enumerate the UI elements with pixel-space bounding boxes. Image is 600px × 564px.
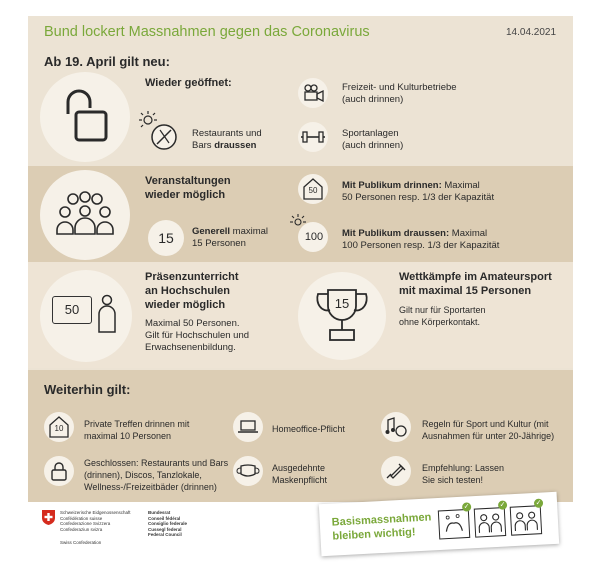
basic-measures-card [319,492,559,556]
general-label: Generell maximal 15 Personen [192,226,269,249]
private-meetings-label: Private Treffen drinnen mit maximal 10 Personen [84,419,190,441]
basic-measures-text: Basismassnahmen bleiben wichtig! [331,511,432,543]
dumbbell-circle [298,122,328,152]
test-swab-icon [385,462,407,480]
private-number: 10 [54,424,64,433]
music-ball-icon [385,417,407,437]
mask-label: Ausgedehnte Maskenpflicht [272,463,328,485]
unlock-circle [40,72,130,162]
closed-circle [44,456,74,486]
restaurants-label: Restaurants und Bars draussen [192,128,262,151]
trophy-circle [298,272,386,360]
new-rules-heading: Ab 19. April gilt neu: [44,54,170,69]
sport-culture-label: Regeln für Sport und Kultur (mit Ausnahmen für unter 20-Jährige) [422,419,555,441]
check-icon: ✓ [499,501,506,509]
university-heading: Präsenzunterricht an Hochschulen wieder möglich [145,271,239,311]
outdoor-number: 100 [304,231,324,243]
mask-icon [236,464,260,478]
crowd-icon [55,190,115,240]
swiss-coat-of-arms-icon [42,510,55,525]
laptop-icon [238,420,258,434]
amateur-sport-text: Gilt nur für Sportarten ohne Körperkontakt. [399,305,486,327]
movie-camera-icon [303,84,325,102]
sport-culture-circle [381,412,411,442]
lecture-circle [40,270,132,362]
closed-label: Geschlossen: Restaurants und Bars (drinnen), Discos, Tanzlokale, Wellness-/Freizeitbäder (drinnen) [84,458,229,492]
camera-circle [298,78,328,108]
check-icon: ✓ [463,503,470,511]
check-icon: ✓ [535,499,542,507]
federal-council-names: Bundesrat Conseil fédéral Consiglio federale Cussegl federal Federal Council [148,510,188,537]
university-text: Maximal 50 Personen. Gilt für Hochschulen und Erwachsenenbildung. [145,318,250,353]
general-circle [148,220,184,256]
general-number: 15 [158,230,174,246]
homeoffice-circle [233,412,263,442]
unlock-icon [62,86,110,146]
page-title: Bund lockert Massnahmen gegen das Coronavirus [44,24,370,40]
lock-icon [51,461,67,481]
test-label: Empfehlung: Lassen Sie sich testen! [422,463,505,485]
swiss-confederation-label: Swiss Confederation [60,540,102,545]
sun-icon [290,214,306,230]
dumbbell-icon [301,130,325,144]
lecture-board-number: 50 [52,296,92,324]
indoor-number: 50 [308,186,318,195]
lecturer-icon [96,294,118,334]
events-heading: Veranstaltungen wieder möglich [145,175,231,201]
date-label: 14.04.2021 [506,27,557,38]
masks-icon [509,505,543,537]
hand-washing-icon [437,508,471,540]
test-circle [381,456,411,486]
trophy-icon [314,286,370,346]
distance-icon [473,507,507,539]
freizeit-label: Freizeit- und Kulturbetriebe (auch drinnen) [342,82,457,105]
mask-circle [233,456,263,486]
sportanlagen-label: Sportanlagen (auch drinnen) [342,128,404,151]
outdoor-label: Mit Publikum draussen: Maximal 100 Personen resp. 1/3 der Kapazität [342,228,500,251]
indoor-circle [298,174,328,204]
confederation-names: Schweizerische Eidgenossenschaft Confédération suisse Confederazione Svizzera Confederaziun svizra [60,510,131,532]
crowd-circle [40,170,130,260]
reopened-heading: Wieder geöffnet: [145,77,232,89]
trophy-number: 15 [334,296,350,311]
homeoffice-label: Homeoffice-Pflicht [272,424,345,434]
still-valid-heading: Weiterhin gilt: [44,382,131,397]
private-circle [44,412,74,442]
amateur-sport-heading: Wettkämpfe im Amateursport mit maximal 15 Personen [399,271,552,297]
indoor-label: Mit Publikum drinnen: Maximal 50 Personen resp. 1/3 der Kapazität [342,180,495,203]
restaurant-outdoor-icon [138,110,180,152]
